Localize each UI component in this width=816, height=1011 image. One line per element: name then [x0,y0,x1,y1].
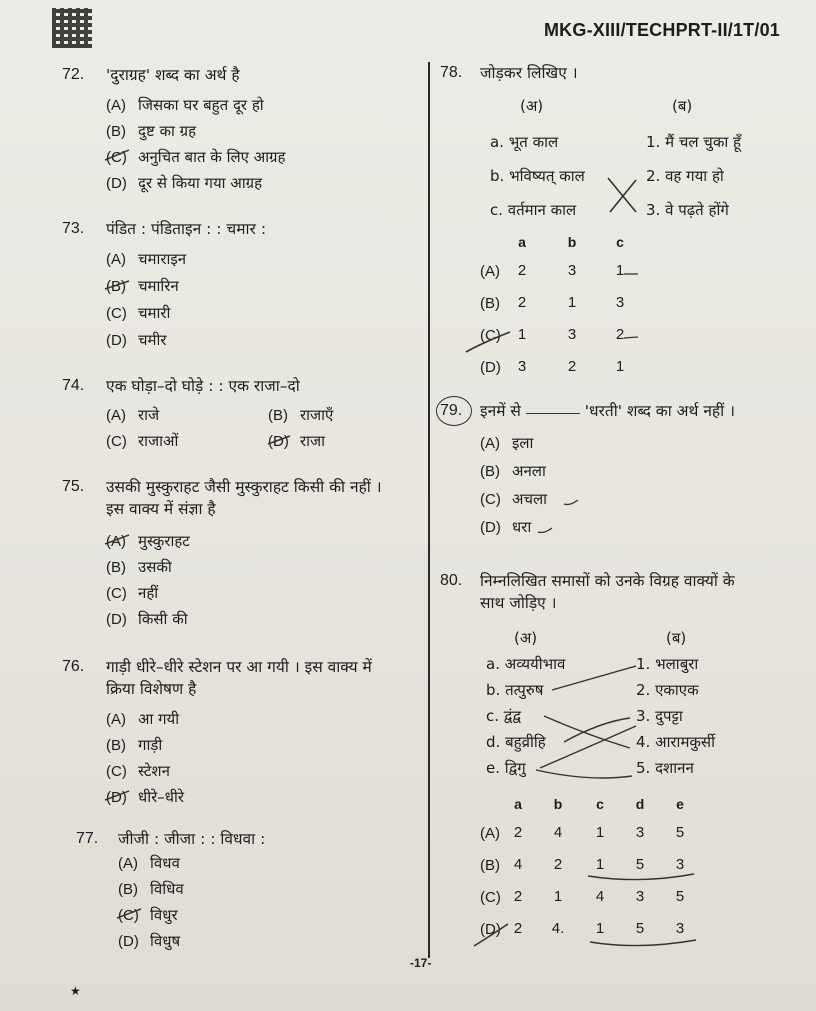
grid-cell: 1 [567,294,577,311]
option-b[interactable]: (B) उसकी [106,558,172,576]
grid-cell: 3 [517,358,527,375]
option-c[interactable]: (C) अचला [480,490,548,508]
grid-cell: 2 [553,856,563,873]
option-a[interactable]: (A) चमाराइन [106,250,187,268]
option-c[interactable]: (C) स्टेशन [106,762,170,780]
option-c[interactable]: (C) अनुचित बात के लिए आग्रह [106,148,286,166]
grid-head: a [514,796,522,812]
option-a[interactable]: (A) [480,263,500,280]
grid-cell: 2 [513,920,523,937]
grid-cell: 4 [513,856,523,873]
grid-cell: 1 [595,824,605,841]
column-b-heading: (ब) [672,97,693,115]
question-text: एक घोड़ा–दो घोड़े : : एक राजा–दो [106,377,300,395]
match-right-1: 1. मैं चल चुका हूँ [646,133,741,151]
question-text: उसकी मुस्कुराहट जैसी मुस्कुराहट किसी की नहीं । इस वाक्य में संज्ञा है [106,478,382,518]
option-d[interactable]: (D) धरा [480,518,532,536]
option-a[interactable]: (A) मुस्कुराहट [106,532,190,550]
grid-cell: 2 [513,888,523,905]
grid-cell: 3 [567,262,577,279]
option-d[interactable]: (D) विधुष [118,932,181,950]
grid-cell: 1 [553,888,563,905]
column-divider [428,62,430,958]
option-d[interactable]: (D) दूर से किया गया आग्रह [106,174,263,192]
question-number: 72. [62,66,85,83]
column-b-heading: (ब) [666,629,687,647]
grid-cell: 1 [595,856,605,873]
option-c[interactable]: (C) राजाओं [106,432,179,450]
grid-cell: 4 [595,888,605,905]
question-number: 77. [76,830,99,847]
grid-cell: 2 [517,294,527,311]
option-b[interactable]: (B) विधिव [118,880,184,898]
grid-cell: 4. [551,920,565,937]
question-text: जीजी : जीजा : : विधवा : [118,830,266,848]
paper-code: MKG-XIII/TECHPRT-II/1T/01 [543,20,780,40]
grid-cell: 2 [513,824,523,841]
match-left-c: c. द्वंद्व [486,707,522,725]
question-number: 76. [62,658,85,675]
grid-head: c [616,234,624,250]
option-c[interactable]: (C) [480,327,501,344]
option-a[interactable]: (A) आ गयी [106,710,180,728]
match-left-e: e. द्विगु [486,759,526,777]
option-b[interactable]: (B) राजाएँ [268,406,334,424]
option-b[interactable]: (B) गाड़ी [106,736,163,754]
option-b[interactable]: (B) चमारिन [106,277,179,295]
grid-cell: 4 [553,824,563,841]
grid-cell: 1 [517,326,527,343]
grid-cell: 5 [675,824,685,841]
blank-line [526,413,580,414]
option-d[interactable]: (D) राजा [268,432,326,450]
grid-head: e [676,796,684,812]
question-number: 73. [62,220,85,237]
grid-cell: 5 [635,856,645,873]
grid-cell: 2 [517,262,527,279]
star-icon: ★ [70,984,81,998]
match-left-d: d. बहुव्रीहि [486,733,546,751]
option-d[interactable]: (D) किसी की [106,610,188,628]
column-a-heading: (अ) [514,629,538,647]
match-left-a: a. भूत काल [490,133,559,151]
option-a[interactable]: (A) [480,825,500,842]
match-right-1: 1. भलाबुरा [636,655,699,673]
grid-cell: 3 [567,326,577,343]
option-b[interactable]: (B) अनला [480,462,546,480]
option-c[interactable]: (C) [480,889,501,906]
question-text: गाड़ी धीरे–धीरे स्टेशन पर आ गयी । इस वाक्य में क्रिया विशेषण है [106,658,372,698]
grid-cell: 1 [615,262,625,279]
option-b[interactable]: (B) [480,295,500,312]
option-a[interactable]: (A) राजे [106,406,160,424]
grid-cell: 2 [615,326,625,343]
grid-cell: 3 [615,294,625,311]
option-c[interactable]: (C) नहीं [106,584,159,602]
match-left-a: a. अव्ययीभाव [486,655,566,673]
match-right-2: 2. एकाएक [636,681,699,699]
option-b[interactable]: (B) दुष्ट का ग्रह [106,122,197,140]
option-a[interactable]: (A) विधव [118,854,180,872]
option-c[interactable]: (C) विधुर [118,906,178,924]
grid-head: a [518,234,526,250]
match-left-b: b. भविष्यत् काल [490,167,585,185]
match-right-5: 5. दशानन [636,759,694,777]
column-a-heading: (अ) [520,97,544,115]
question-text: निम्नलिखित समासों को उनके विग्रह वाक्यों के साथ जोड़िए । [480,572,735,612]
grid-cell: 3 [635,824,645,841]
match-right-4: 4. आरामकुर्सी [636,733,715,751]
grid-head: b [553,796,563,812]
grid-cell: 1 [595,920,605,937]
match-right-3: 3. दुपट्टा [636,707,683,725]
page-number: -17- [410,956,432,970]
question-text: इनमें से 'धरती' शब्द का अर्थ नहीं । [480,402,735,420]
option-d[interactable]: (D) [480,359,501,376]
match-left-b: b. तत्पुरुष [486,681,544,699]
grid-cell: 5 [675,888,685,905]
qr-code-icon [52,8,92,48]
grid-cell: 5 [635,920,645,937]
question-number: 74. [62,377,85,394]
match-right-3: 3. वे पढ़ते होंगे [646,201,729,219]
question-number: 78. [440,64,463,81]
question-text: जोड़कर लिखिए । [480,64,578,82]
option-a[interactable]: (A) इला [480,434,534,452]
match-right-2: 2. वह गया हो [646,167,724,185]
option-d[interactable]: (D) [480,921,501,938]
question-number: 75. [62,478,85,495]
grid-cell: 3 [635,888,645,905]
grid-cell: 3 [675,856,685,873]
grid-cell: 1 [615,358,625,375]
option-a[interactable]: (A) जिसका घर बहुत दूर हो [106,96,264,114]
question-number: 79. [440,402,463,419]
question-number: 80. [440,572,463,589]
option-d[interactable]: (D) चमीर [106,331,167,349]
grid-cell: 3 [675,920,685,937]
option-c[interactable]: (C) चमारी [106,304,171,322]
grid-head: d [635,796,645,812]
grid-cell: 2 [567,358,577,375]
option-b[interactable]: (B) [480,857,500,874]
grid-head: c [596,796,604,812]
question-text: 'दुराग्रह' शब्द का अर्थ है [106,66,240,84]
option-d[interactable]: (D) धीरे–धीरे [106,788,184,806]
question-text: पंडित : पंडिताइन : : चमार : [106,220,267,238]
match-left-c: c. वर्तमान काल [490,201,577,219]
grid-head: b [567,234,577,250]
